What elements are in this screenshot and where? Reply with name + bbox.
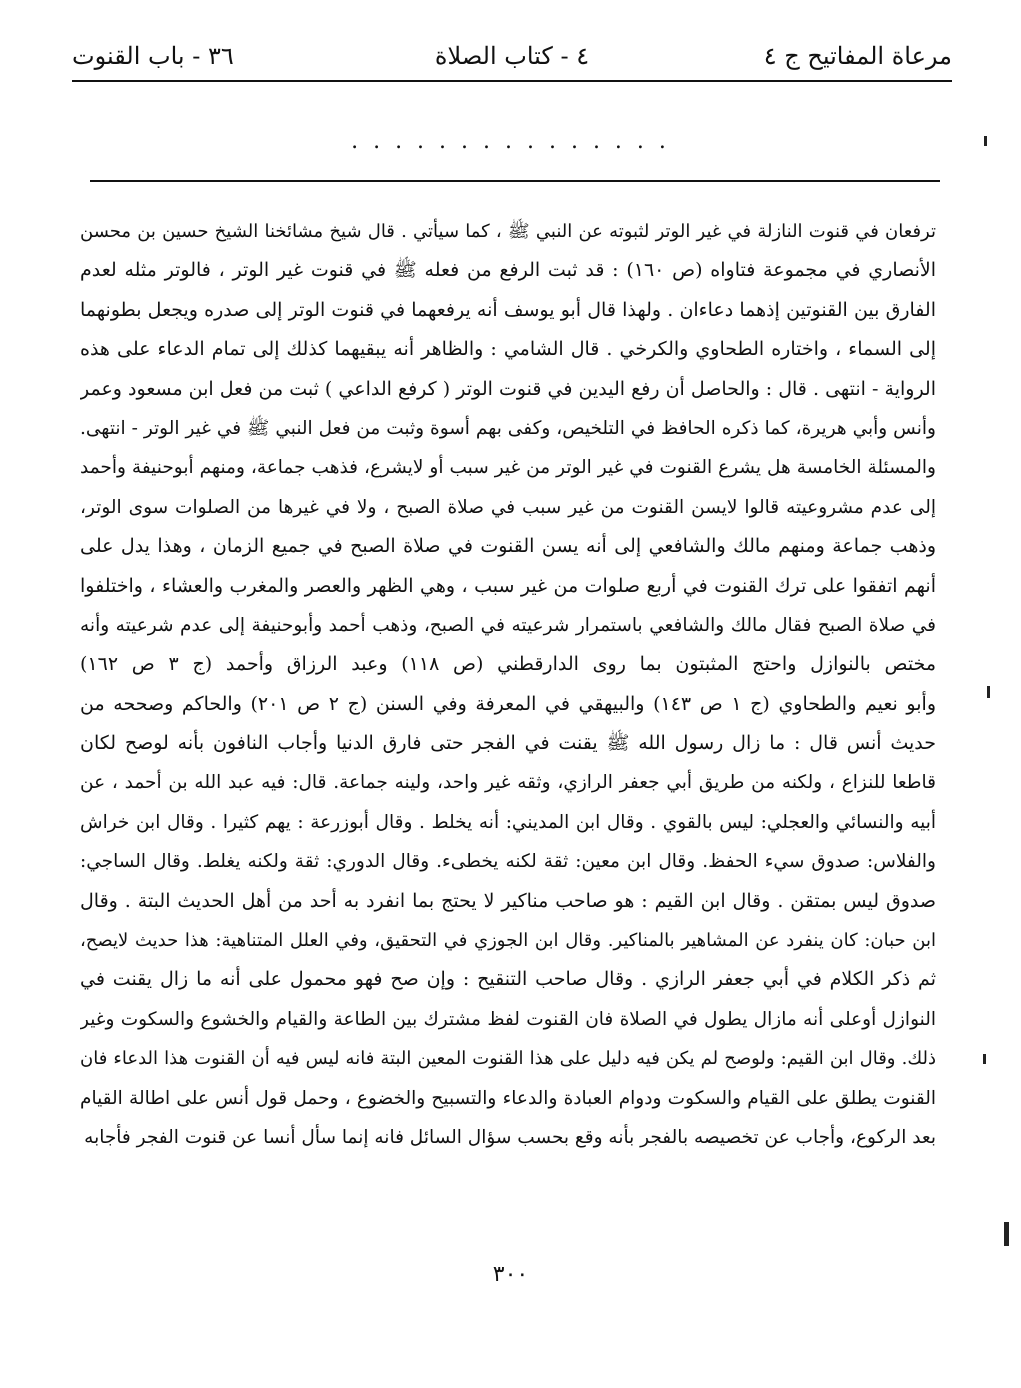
header-section-title: ٣٦ - باب القنوت bbox=[72, 42, 234, 70]
text-line: في صلاة الصبح فقال مالك والشافعي باستمرار شرعيته في الصبح، وذهب أحمد وأبوحنيفة إلى عدم شرعيته وأنه bbox=[80, 614, 936, 636]
text-line: بعد الركوع، وأجاب عن تخصيصه بالفجر بأنه وقع بحسب سؤال السائل فانه إنما سأل أنسا عن قنوت الفجر فأجابه bbox=[84, 1126, 936, 1148]
margin-mark bbox=[987, 686, 990, 698]
text-line: حديث أنس قال : ما زال رسول الله ﷺ يقنت في الفجر حتى فارق الدنيا وأجاب النافون بأنه لوصح لكان bbox=[80, 732, 936, 755]
margin-mark bbox=[983, 1054, 986, 1064]
body-text bbox=[80, 212, 936, 1157]
text-line: مختص بالنوازل واحتج المثبتون بما روى الدارقطني (ص ١١٨) وعبد الرزاق وأحمد (ج ٣ ص ١٦٢) bbox=[80, 653, 936, 676]
text-line: الرواية - انتهى . قال : والحاصل أن رفع اليدين في قنوت الوتر ( كرفع الداعي ) ثبت من فعل ابن مسعود وعمر bbox=[80, 377, 936, 400]
text-line: والمسئلة الخامسة هل يشرع القنوت في غير الوتر من غير سبب أو لايشرع، فذهب جماعة، ومنهم أبوحنيفة وأحمد bbox=[80, 457, 936, 479]
body-rule bbox=[90, 180, 940, 182]
text-line: والفلاس: صدوق سيء الحفظ. وقال ابن معين: ثقة لكنه يخطىء. وقال الدوري: ثقة ولكنه يغلط. وقال الساجي: bbox=[80, 851, 936, 873]
text-line: وأنس وأبي هريرة، كما ذكره الحافظ في التلخيص، وكفى بهم أسوة وثبت من فعل النبي ﷺ في غير الوتر - انتهى. bbox=[80, 417, 936, 439]
header-chapter-title: ٤ - كتاب الصلاة bbox=[434, 42, 590, 70]
margin-mark bbox=[1004, 1222, 1009, 1246]
page-number: ٣٠٠ bbox=[492, 1262, 529, 1287]
text-line: النوازل أوعلى أنه مازال يطول في الصلاة فان القنوت لفظ مشترك بين الطاعة والقيام والخشوع والسكوت وغير bbox=[80, 1008, 936, 1030]
text-line: أبيه والنسائي والعجلي: ليس بالقوي . وقال ابن المديني: أنه يخلط . وقال أبوزرعة : يهم كثيرا . وقال ابن خراش bbox=[80, 811, 936, 833]
text-line: ابن حبان: كان ينفرد عن المشاهير بالمناكير. وقال ابن الجوزي في التحقيق، وفي العلل المتناهية: هذا حديث لايصح، bbox=[80, 930, 936, 952]
header-rule bbox=[72, 80, 952, 82]
text-line: الأنصاري في مجموعة فتاواه (ص ١٦٠) : قد ثبت الرفع من فعله ﷺ في قنوت غير الوتر ، فالوتر مثله لعدم bbox=[80, 259, 936, 282]
margin-mark bbox=[984, 136, 987, 146]
text-line: الفارق بين القنوتين إذهما دعاءان . ولهذا قال أبو يوسف أنه يرفعهما في قنوت الوتر إلى صدره ويجعل بطونهما bbox=[80, 298, 936, 321]
header-book-title: مرعاة المفاتيح ج ٤ bbox=[763, 42, 952, 70]
running-header bbox=[72, 38, 952, 74]
text-line: ثم ذكر الكلام في أبي جعفر الرازي . وقال صاحب التنقيح : وإن صح فهو محمول على أنه ما زال يقنت في bbox=[80, 968, 936, 991]
text-line: إلى السماء ، واختاره الطحاوي والكرخي . قال الشامي : والظاهر أنه يبقيهما كذلك إلى تمام الدعاء على هذه bbox=[80, 338, 936, 361]
text-line: وأبو نعيم والطحاوي (ج ١ ص ١٤٣) والبيهقي في المعرفة وفي السنن (ج ٢ ص ٢٠١) والحاكم وصححه من bbox=[80, 692, 936, 715]
text-line: وذهب جماعة ومنهم مالك والشافعي إلى أنه يسن القنوت في صلاة الصبح في جميع الزمان ، وهذا يدل على bbox=[80, 535, 936, 558]
text-line: صدوق ليس بمتقن . وقال ابن القيم : هو صاحب مناكير لا يحتج بما انفرد به أحد من أهل الحديث البتة . وقال bbox=[80, 889, 936, 912]
text-line: ذلك. وقال ابن القيم: ولوصح لم يكن فيه دليل على هذا القنوت المعين البتة فانه ليس فيه أن القنوت هذا الدعاء فان bbox=[80, 1048, 936, 1070]
text-line: ترفعان في قنوت النازلة في غير الوتر لثبوته عن النبي ﷺ ، كما سيأتي . قال شيخ مشائخنا الشيخ حسين بن محسن bbox=[80, 221, 936, 242]
text-line: أنهم اتفقوا على ترك القنوت في أربع صلوات من غير سبب ، وهي الظهر والعصر والمغرب والعشاء ، واختلفوا bbox=[80, 574, 936, 597]
dotted-separator: . . . . . . . . . . . . . . . bbox=[351, 129, 670, 154]
text-line: إلى عدم مشروعيته قالوا لايسن القنوت من غير سبب في صلاة الصبح ، ولا في غيرها من الصلوات سوى الوتر، bbox=[80, 496, 936, 518]
text-line: القنوت يطلق على القيام والسكوت ودوام العبادة والدعاء والتسبيح والخضوع ، وحمل قول أنس على اطالة القيام bbox=[80, 1087, 936, 1109]
text-line: قاطعا للنزاع ، ولكنه من طريق أبي جعفر الرازي، وثقه غير واحد، ولينه جماعة. قال: فيه عبد الله بن أحمد ، عن bbox=[80, 772, 936, 794]
